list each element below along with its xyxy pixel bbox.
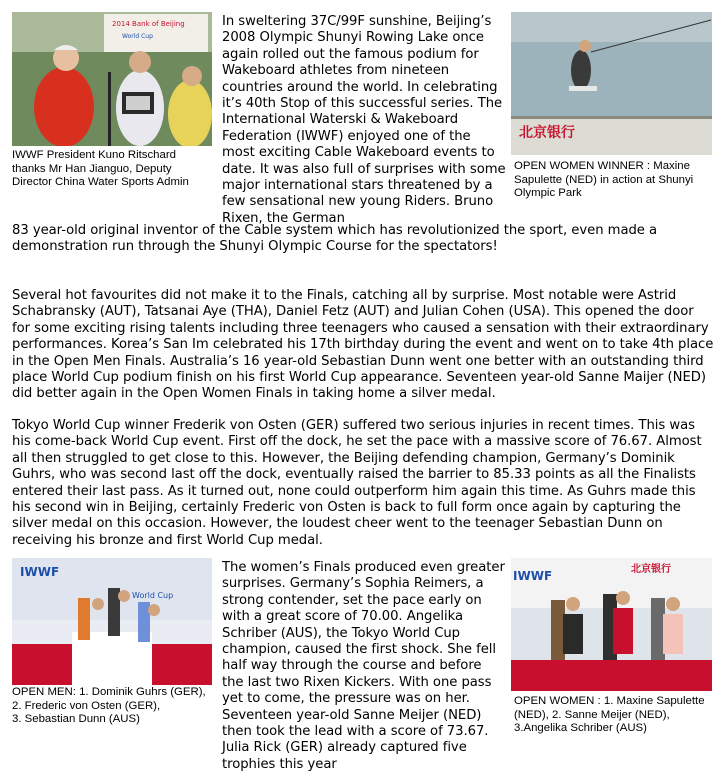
women-podium-photo	[511, 558, 712, 691]
winner-action-photo	[511, 12, 712, 155]
banner-text: 2014 Bank of Beijing	[112, 20, 185, 28]
bank-logo-text: 北京银行	[519, 125, 575, 141]
ceremony-photo	[12, 12, 212, 146]
svg-text:北京银行: 北京银行	[631, 564, 671, 575]
svg-text:World Cup: World Cup	[132, 591, 174, 600]
intro-paragraph-bottom: 83 year-old original inventor of the Cable system which has revolutionized the sport, even made a demonstration run through the Shunyi Olympic Course for the spectators!	[12, 223, 658, 255]
ceremony-caption: IWWF President Kuno Ritschard thanks Mr Han Jianguo, Deputy Director China Water Sports Admin	[12, 149, 189, 189]
women-final-paragraph: The women’s Finals produced even greater surprises. Germany’s Sophia Reimers, a strong contender, set the pace early on with a great score of 70.00. Angelika Schriber (AUS), the Tokyo World Cup champion, caused the first shock. She fell half way through the course and before the last two Rixen Kickers. With one pass yet to come, the pressure was on her. Seventeen year-old Sanne Meijer (NED) then took the lead with a score of 73.67. Julia Rick (GER) already captured five trophies this year	[222, 560, 505, 772]
winner-caption: OPEN WOMEN WINNER : Maxine Sapulette (NED) in action at Shunyi Olympic Park	[514, 160, 694, 200]
men-final-paragraph: Tokyo World Cup winner Frederik von Osten (GER) suffered two serious injuries in recent times. This was his come-back World Cup event. First off the dock, he set the pace with a massive score of 76.67. Almost all then struggled to get close to this. However, the Beijing defending champion, Germany’s Dominik Guhrs, who was second last off the dock, eventually raised the barrier to 85.33 points as all the Finalists entered their last pass. As it turned out, none could outperform him again this time. As Guhrs made this his second win in Beijing, certainly Frederic von Osten is back to full form once again by capturing the silver medal on this occasion. However, the loudest cheer went to the teenager Sebastian Dunn on receiving his bronze and first World Cup medal.	[12, 418, 702, 548]
svg-text:World Cup: World Cup	[122, 33, 153, 40]
women-podium-caption: OPEN WOMEN : 1. Maxine Sapulette (NED), 2. Sanne Meijer (NED), 3.Angelika Schriber (AUS)	[514, 695, 705, 735]
men-podium-caption: OPEN MEN: 1. Dominik Guhrs (GER), 2. Frederic von Osten (GER), 3. Sebastian Dunn (AUS)	[12, 686, 206, 726]
iwwf-logo-text: IWWF	[20, 565, 60, 579]
men-podium-photo	[12, 558, 212, 685]
favourites-paragraph: Several hot favourites did not make it to the Finals, catching all by surprise. Most notable were Astrid Schabransky (AUT), Tatsanai Aye (THA), Daniel Fetz (AUT) and Julian Cohen (USA). This opened the door for some exciting rising talents including three teenagers who caused a sensation with their extraordinary performances. Korea’s San Im celebrated his 17th birthday during the event and went on to take 4th place in the Open Men Finals. Australia’s 16 year-old Sebastian Dunn went one better with an outstanding third place World Cup podium finish on his first World Cup appearance. Seventeen year-old Sanne Maijer (NED) did better again in the Open Women Finals in taking home a silver medal.	[12, 288, 714, 402]
intro-paragraph-top: In sweltering 37C/99F sunshine, Beijing’s 2008 Olympic Shunyi Rowing Lake once again rolled out the famous podium for Wakeboard athletes from nineteen countries around the world. In celebrating it’s 40th Stop of this successful series. The International Waterski & Wakeboard Federation (IWWF) enjoyed one of the most exciting Cable Wakeboard events to date. It was also full of surprises with some major international stars threatened by a few sensational new young Riders. Bruno Rixen, the German	[222, 14, 506, 226]
svg-text:IWWF: IWWF	[513, 569, 553, 583]
